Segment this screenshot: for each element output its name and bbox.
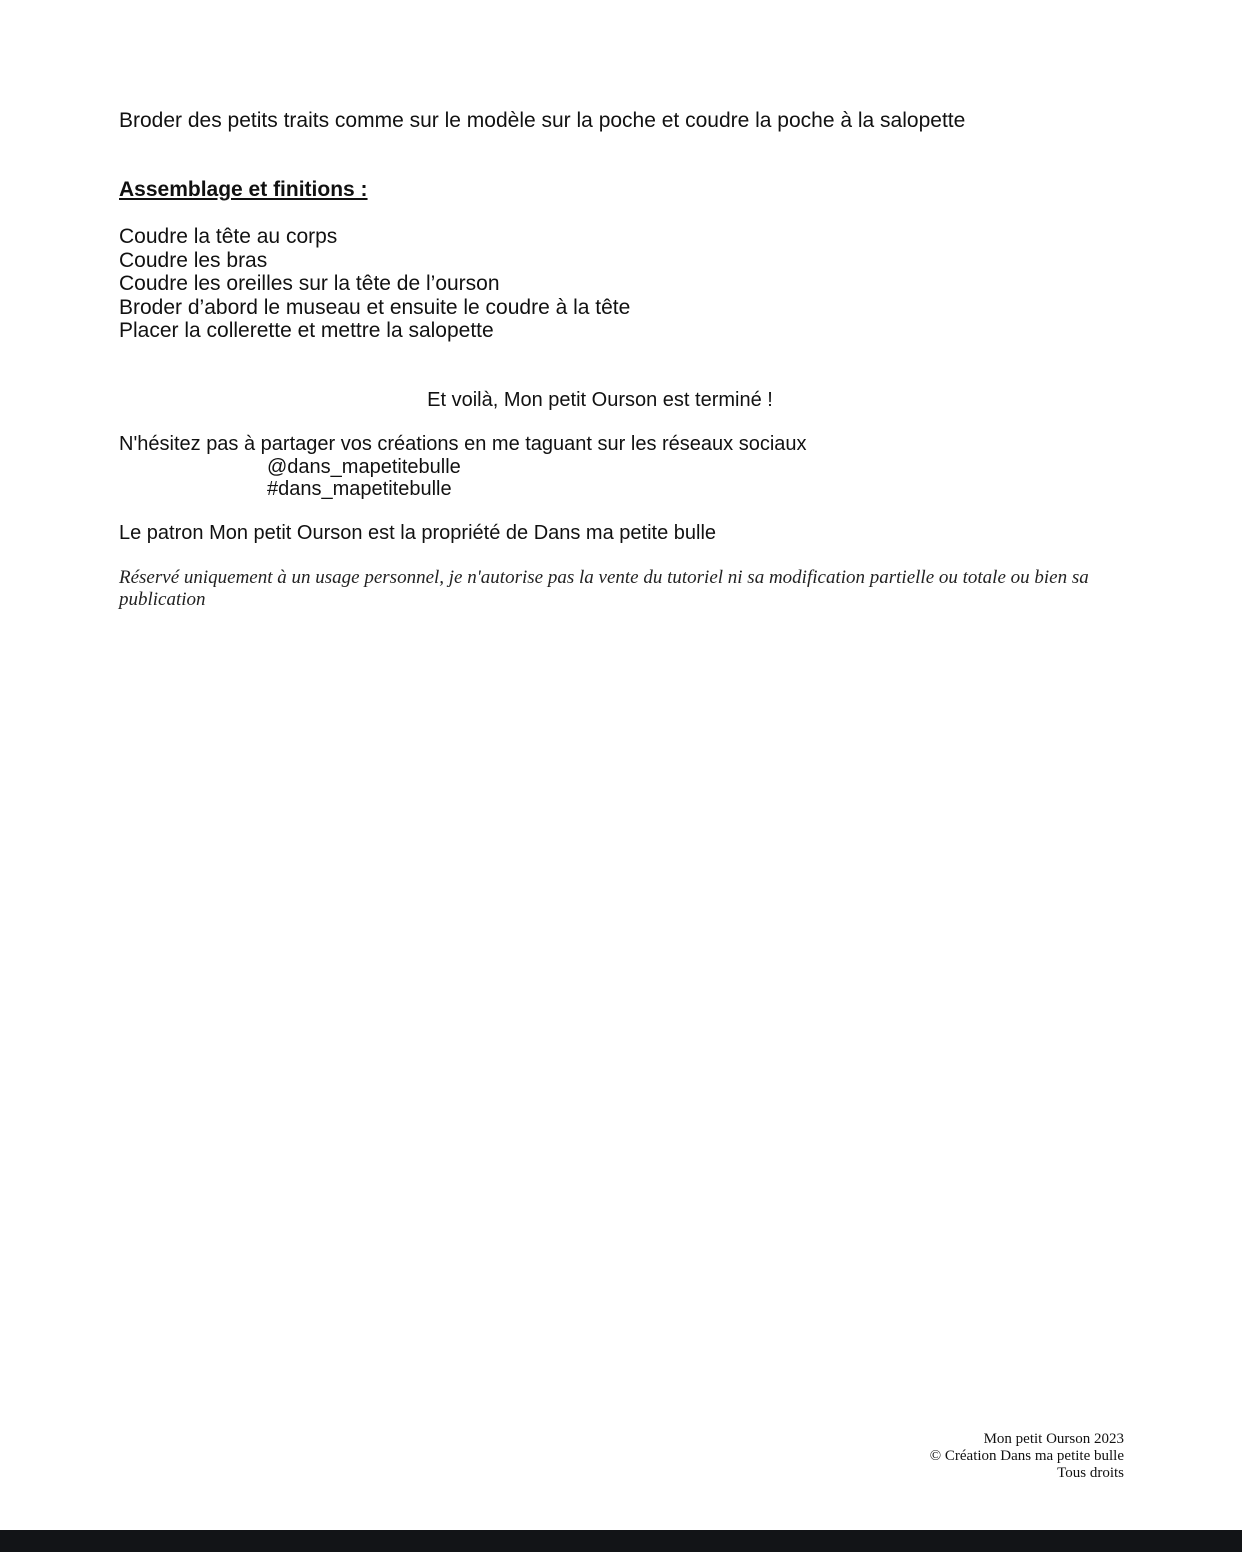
ownership-notice: Le patron Mon petit Ourson est la propriété de Dans ma petite bulle [119,522,717,544]
assembly-step: Placer la collerette et mettre la salopette [119,319,494,342]
intro-instruction: Broder des petits traits comme sur le modèle sur la poche et coudre la poche à la salopette [119,109,966,132]
assembly-steps-list [119,225,630,343]
usage-disclaimer: Réservé uniquement à un usage personnel, je n'autorise pas la vente du tutoriel ni sa modification partielle ou totale ou bien sa publication [119,567,1089,610]
share-invitation: N'hésitez pas à partager vos créations en me taguant sur les réseaux sociaux [119,433,807,455]
finish-message: Et voilà, Mon petit Ourson est terminé ! [427,389,773,411]
assembly-step: Broder d’abord le museau et ensuite le coudre à la tête [119,295,631,319]
assembly-step: Coudre la tête au corps [119,225,338,248]
footer-line-title: Mon petit Ourson 2023 [983,1431,1124,1447]
assembly-step: Coudre les bras [119,248,268,272]
footer-line-copyright: © Création Dans ma petite bulle [929,1448,1124,1464]
footer-line-rights: Tous droits [1057,1465,1124,1481]
social-hashtag: #dans_mapetitebulle [267,478,452,500]
assembly-step: Coudre les oreilles sur la tête de l’ourson [119,272,500,295]
section-heading-assembly: Assemblage et finitions : [119,178,368,201]
social-handle: @dans_mapetitebulle [267,456,461,478]
bottom-dark-bar [0,1530,1242,1552]
page-footer [930,1431,1124,1482]
